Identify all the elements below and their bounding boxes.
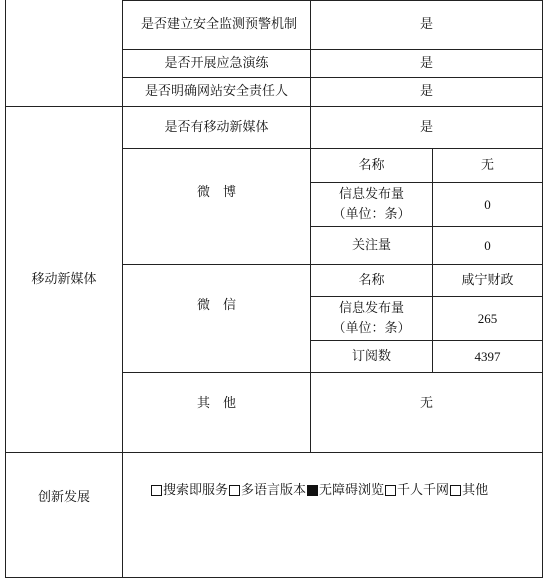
responsible-label: 是否明确网站安全责任人	[144, 84, 288, 99]
checkbox-personalized[interactable]	[385, 485, 396, 496]
wechat-subscribe-value: 4397	[474, 348, 501, 364]
wechat-publish-label: 信息发布量	[338, 300, 404, 316]
mobile-section-label: 移动新媒体	[31, 271, 97, 287]
has-media-label: 是否有移动新媒体	[164, 119, 269, 135]
weibo-publish-value: 0	[484, 196, 491, 212]
weibo-label: 微 博	[196, 185, 236, 200]
weibo-publish-label: 信息发布量	[338, 186, 404, 202]
checkbox-multilingual[interactable]	[229, 485, 240, 496]
weibo-name-label: 名称	[358, 157, 385, 173]
wechat-publish-value: 265	[477, 310, 498, 326]
monitoring-value: 是	[419, 17, 433, 32]
has-media-value: 是	[419, 119, 433, 135]
checkbox-other[interactable]	[450, 485, 461, 496]
weibo-name-value: 无	[480, 157, 494, 173]
checkbox-search-service[interactable]	[151, 485, 162, 496]
innovation-options	[150, 482, 542, 500]
option-label: 其他	[462, 483, 489, 498]
wechat-name-value: 咸宁财政	[461, 272, 514, 288]
drill-label: 是否开展应急演练	[164, 55, 269, 71]
innovation-section-label: 创新发展	[37, 490, 90, 505]
drill-value: 是	[419, 55, 433, 71]
weibo-publish-cell	[311, 183, 432, 226]
wechat-name-label: 名称	[358, 272, 385, 288]
weibo-follow-label: 关注量	[351, 237, 391, 253]
table-line	[122, 0, 543, 1]
monitoring-label: 是否建立安全监测预警机制	[140, 17, 297, 32]
option-label: 无障碍浏览	[319, 483, 385, 498]
other-value: 无	[419, 396, 433, 411]
weibo-follow-value: 0	[484, 237, 491, 253]
responsible-value: 是	[419, 84, 433, 99]
table-line	[542, 0, 543, 578]
option-label: 搜索即服务	[163, 483, 229, 498]
table-line	[122, 372, 543, 373]
wechat-label: 微 信	[196, 298, 236, 313]
option-label: 多语言版本	[241, 483, 307, 498]
wechat-subscribe-label: 订阅数	[351, 348, 391, 364]
checkbox-accessibility[interactable]	[307, 485, 318, 496]
other-label: 其 他	[196, 396, 236, 411]
wechat-publish-cell	[311, 297, 432, 340]
table-line	[5, 577, 543, 578]
wechat-publish-unit: （单位：条）	[332, 320, 411, 336]
weibo-publish-unit: （单位：条）	[332, 206, 411, 222]
option-label: 千人千网	[397, 483, 450, 498]
